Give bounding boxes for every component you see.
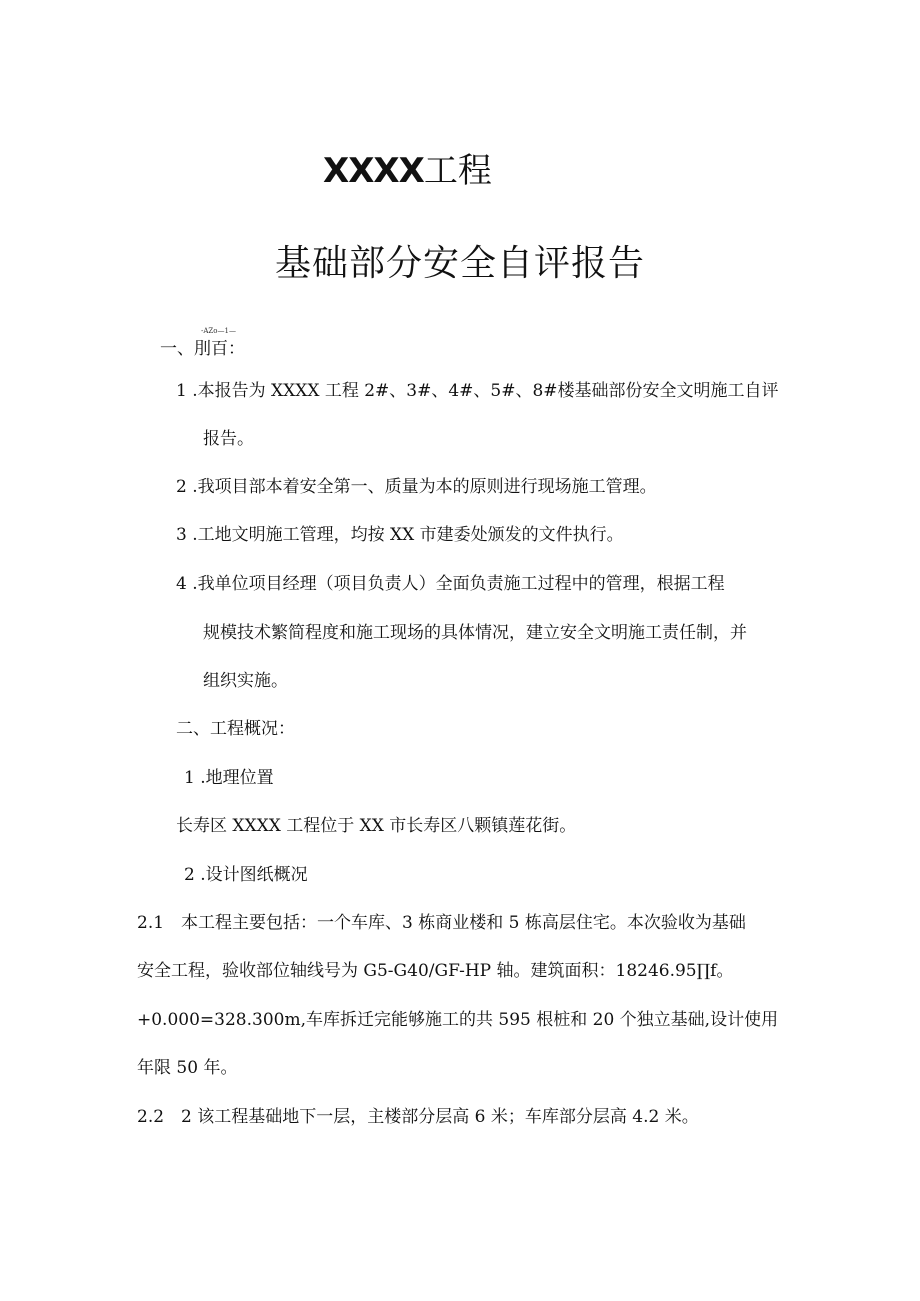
document-title <box>323 146 492 196</box>
paragraph-2-2: 2.2 2 该工程基础地下一层，主楼部分层高 6 米；车库部分层高 4.2 米。 <box>137 1107 699 1127</box>
title-rest: 工程 <box>423 151 492 191</box>
item-1-line-2: 报告。 <box>203 429 254 449</box>
item-3: 3 .工地文明施工管理，均按 XX 市建委处颁发的文件执行。 <box>176 525 624 545</box>
item-4-line-3: 组织实施。 <box>203 671 288 691</box>
subsection-2-heading: 2 .设计图纸概况 <box>184 865 308 885</box>
paragraph-2-1-line-4: 年限 50 年。 <box>137 1058 238 1078</box>
paragraph-2-1-line-1: 2.1 本工程主要包括：一个车库、3 栋商业楼和 5 栋高层住宅。本次验收为基础 <box>137 913 746 933</box>
item-1-line-1: 1 .本报告为 XXXX 工程 2#、3#、4#、5#、8#楼基础部份安全文明施工自评 <box>176 381 779 401</box>
section-1-heading: 一、刖百： <box>160 339 245 359</box>
item-4-line-1: 4 .我单位项目经理（项目负责人）全面负责施工过程中的管理，根据工程 <box>176 574 725 594</box>
subsection-1-text: 长寿区 XXXX 工程位于 XX 市长寿区八颗镇莲花街。 <box>176 816 577 836</box>
tiny-mark: -AZo—1— <box>201 327 236 335</box>
section-2-heading: 二、工程概况： <box>176 719 295 739</box>
item-2: 2 .我项目部本着安全第一、质量为本的原则进行现场施工管理。 <box>176 477 657 497</box>
document-subtitle: 基础部分安全自评报告 <box>275 243 646 284</box>
paragraph-2-1-line-2: 安全工程，验收部位轴线号为 G5-G40/GF-HP 轴。建筑面积：18246.95∏f。 <box>137 961 734 981</box>
title-latin: XXXX <box>323 151 424 191</box>
item-4-line-2: 规模技术繁简程度和施工现场的具体情况，建立安全文明施工责任制，并 <box>203 623 747 643</box>
subsection-1-heading: 1 .地理位置 <box>184 768 274 788</box>
paragraph-2-1-line-3: +0.000=328.300m,车库拆迁完能够施工的共 595 根桩和 20 个独立基础,设计使用 <box>137 1010 779 1030</box>
